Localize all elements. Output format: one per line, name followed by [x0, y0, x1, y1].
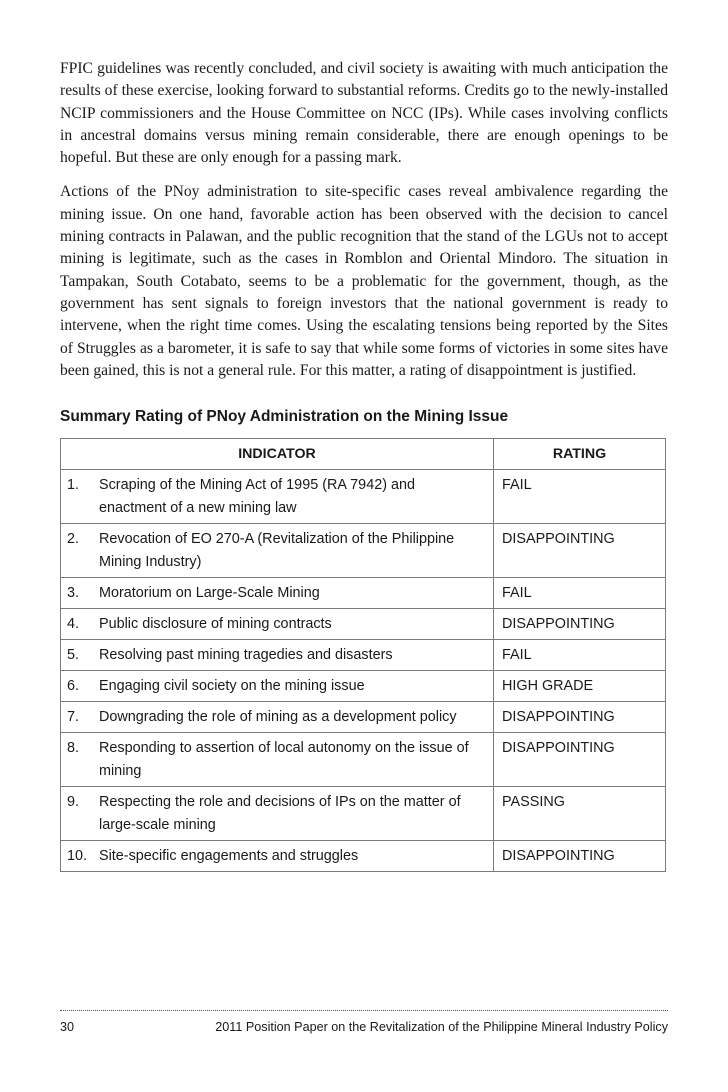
indicator-cell: [61, 841, 494, 872]
table-row: [61, 640, 666, 671]
rating-header: RATING: [494, 439, 666, 470]
indicator-text: Responding to assertion of local autonomy on the issue of mining: [99, 740, 469, 780]
rating-cell: FAIL: [494, 578, 666, 609]
rating-cell: DISAPPOINTING: [494, 841, 666, 872]
table-row: [61, 841, 666, 872]
rating-cell: FAIL: [494, 640, 666, 671]
table-body: [61, 470, 666, 872]
rating-cell: HIGH GRADE: [494, 671, 666, 702]
table-header-row: [61, 439, 666, 470]
rating-cell: DISAPPOINTING: [494, 702, 666, 733]
rating-cell: FAIL: [494, 470, 666, 524]
indicator-cell: [61, 609, 494, 640]
summary-rating-table: [60, 438, 666, 872]
table-row: [61, 733, 666, 787]
rating-cell: PASSING: [494, 787, 666, 841]
table-row: [61, 671, 666, 702]
table-row: [61, 470, 666, 524]
indicator-text: Engaging civil society on the mining issue: [99, 678, 365, 695]
table-row: [61, 524, 666, 578]
row-number: 7.: [67, 709, 80, 726]
indicator-text: Public disclosure of mining contracts: [99, 616, 332, 633]
table-row: [61, 787, 666, 841]
indicator-text: Moratorium on Large-Scale Mining: [99, 585, 320, 602]
table-row: [61, 702, 666, 733]
row-number: 9.: [67, 794, 80, 811]
indicator-text: Respecting the role and decisions of IPs on the matter of large-scale mining: [99, 794, 461, 834]
indicator-text: Site-specific engagements and struggles: [99, 848, 359, 865]
row-number: 6.: [67, 678, 80, 695]
paragraph-actions: Actions of the PNoy administration to site-specific cases reveal ambivalence regarding the mining issue. On one hand, favorable action has been observed with the decision to cancel mining contracts in Palawan, and the public recognition that the stand of the LGUs not to accept mining is legitimate, such as the cases in Romblon and Oriental Mindoro. The situation in Tampakan, South Cotabato, seems to be a problematic for the government, though, as the government has sent signals to foreign investors that the national government is ready to intervene, when the right time comes. Using the escalating tensions being reported by the Sites of Struggles as a barometer, it is safe to say that while some forms of victories in some sites have been gained, this is not a general rule. For this matter, a rating of disappointment is justified.: [60, 183, 668, 379]
row-number: 5.: [67, 647, 80, 664]
indicator-header: INDICATOR: [61, 439, 494, 470]
table-row: [61, 609, 666, 640]
indicator-text: Resolving past mining tragedies and disasters: [99, 647, 393, 664]
indicator-cell: [61, 578, 494, 609]
row-number: 1.: [67, 477, 80, 494]
indicator-cell: [61, 702, 494, 733]
indicator-text: Scraping of the Mining Act of 1995 (RA 7942) and enactment of a new mining law: [99, 477, 415, 517]
indicator-cell: [61, 671, 494, 702]
rating-cell: DISAPPOINTING: [494, 609, 666, 640]
footer-publication-title: 2011 Position Paper on the Revitalization of the Philippine Mineral Industry Policy: [215, 1020, 668, 1034]
document-page: [60, 58, 668, 872]
indicator-cell: [61, 524, 494, 578]
rating-cell: DISAPPOINTING: [494, 524, 666, 578]
indicator-cell: [61, 733, 494, 787]
page-number: 30: [60, 1020, 75, 1034]
page-footer: [60, 1010, 668, 1034]
indicator-text: Downgrading the role of mining as a development policy: [99, 709, 457, 726]
table-row: [61, 578, 666, 609]
indicator-cell: [61, 640, 494, 671]
indicator-text: Revocation of EO 270-A (Revitalization of the Philippine Mining Industry): [99, 531, 455, 571]
row-number: 8.: [67, 740, 80, 757]
paragraph-fpic: FPIC guidelines was recently concluded, and civil society is awaiting with much anticipation the results of these exercise, looking forward to substantial reforms. Credits go to the newly-installed NCIP commissioners and the House Committee on NCC (IPs). While cases involving conflicts in ancestral domains versus mining remain considerable, there are enough openings to be hopeful. But these are only enough for a passing mark.: [60, 60, 668, 167]
indicator-cell: [61, 787, 494, 841]
rating-cell: DISAPPOINTING: [494, 733, 666, 787]
indicator-cell: [61, 470, 494, 524]
row-number: 4.: [67, 616, 80, 633]
row-number: 3.: [67, 585, 80, 602]
summary-title: Summary Rating of PNoy Administration on the Mining Issue: [60, 408, 509, 426]
row-number: 10.: [67, 848, 88, 865]
row-number: 2.: [67, 531, 80, 548]
